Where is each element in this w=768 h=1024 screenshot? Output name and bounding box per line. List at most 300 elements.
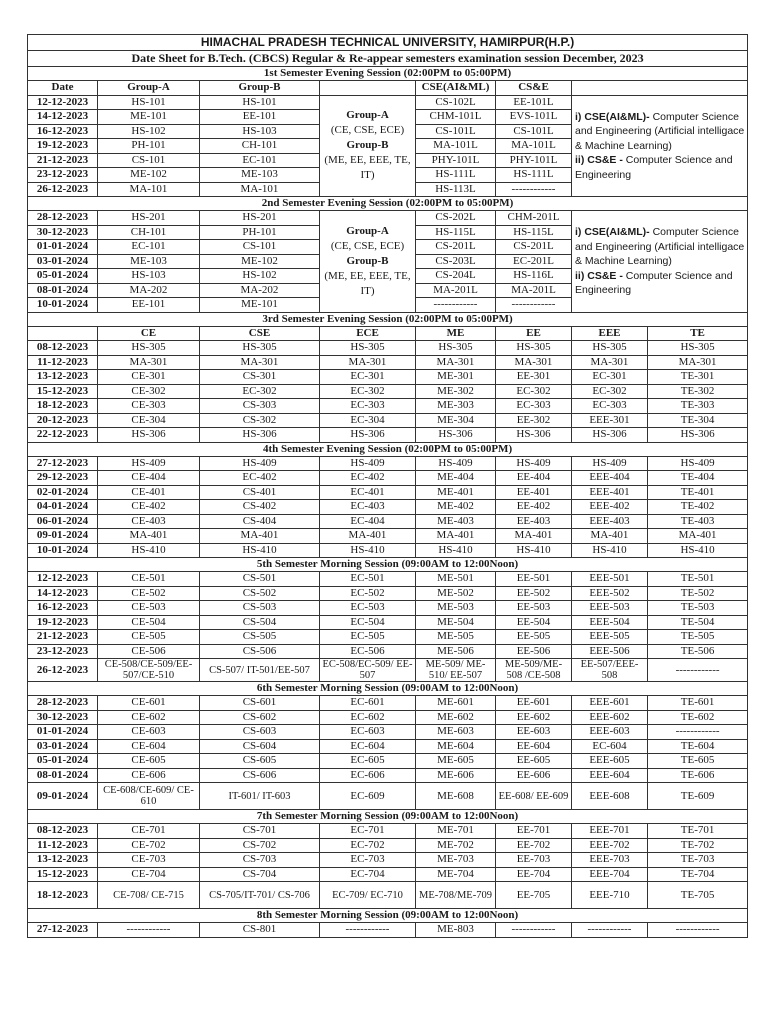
course-code: ME-509/ME-508 /CE-508 bbox=[496, 659, 572, 682]
table-row bbox=[28, 586, 748, 601]
course-code: EC-302 bbox=[496, 384, 572, 399]
course-code: CS-303 bbox=[200, 399, 320, 414]
table-row bbox=[28, 923, 748, 938]
exam-date: 13-12-2023 bbox=[28, 370, 98, 385]
course-code: HS-113L bbox=[416, 182, 496, 197]
course-code: TE-503 bbox=[648, 601, 748, 616]
table-row bbox=[28, 399, 748, 414]
table-row bbox=[28, 413, 748, 428]
col-header-branch: ME bbox=[416, 326, 496, 341]
exam-date: 03-01-2024 bbox=[28, 739, 98, 754]
exam-date: 08-12-2023 bbox=[28, 341, 98, 356]
col-header-group-b: Group-B bbox=[200, 81, 320, 96]
course-code: EC-404 bbox=[320, 514, 416, 529]
course-code: TE-506 bbox=[648, 644, 748, 659]
col-header-branch: CE bbox=[98, 326, 200, 341]
exam-date: 26-12-2023 bbox=[28, 182, 98, 197]
course-code: MA-202 bbox=[200, 283, 320, 298]
course-code: HS-111L bbox=[496, 168, 572, 183]
course-code: PH-101 bbox=[98, 139, 200, 154]
table-row bbox=[28, 211, 748, 226]
course-code: EE-605 bbox=[496, 754, 572, 769]
course-code: MA-401 bbox=[416, 529, 496, 544]
course-code: CS-504 bbox=[200, 615, 320, 630]
course-code: TE-403 bbox=[648, 514, 748, 529]
table-row bbox=[28, 370, 748, 385]
course-code: EE-507/EEE-508 bbox=[572, 659, 648, 682]
note-cse-aiml-label: i) CSE(AI&ML)- bbox=[575, 226, 650, 238]
course-code: TE-501 bbox=[648, 572, 748, 587]
group-b-title: Group-B bbox=[346, 139, 389, 152]
course-code: CE-503 bbox=[98, 601, 200, 616]
course-code: EE-101L bbox=[496, 95, 572, 110]
course-code: CE-603 bbox=[98, 725, 200, 740]
table-row bbox=[28, 696, 748, 711]
col-header-groups bbox=[320, 81, 416, 96]
course-code: MA-202 bbox=[98, 283, 200, 298]
course-code: CE-704 bbox=[98, 867, 200, 882]
table-row bbox=[28, 500, 748, 515]
course-code: EE-702 bbox=[496, 838, 572, 853]
course-code: PH-101 bbox=[200, 225, 320, 240]
exam-date: 05-01-2024 bbox=[28, 269, 98, 284]
course-code: ME-506 bbox=[416, 644, 496, 659]
course-code: CS-404 bbox=[200, 514, 320, 529]
course-code: ME-103 bbox=[98, 254, 200, 269]
course-code: EEE-601 bbox=[572, 696, 648, 711]
course-code: TE-304 bbox=[648, 413, 748, 428]
course-code: EC-101 bbox=[200, 153, 320, 168]
subtitle-row bbox=[28, 51, 748, 67]
course-code: HS-410 bbox=[496, 543, 572, 558]
course-code: CS-702 bbox=[200, 838, 320, 853]
group-legend bbox=[320, 211, 416, 313]
course-code: MA-401 bbox=[572, 529, 648, 544]
course-code: CE-501 bbox=[98, 572, 200, 587]
course-code: HS-409 bbox=[200, 456, 320, 471]
course-code: HS-410 bbox=[572, 543, 648, 558]
course-code: TE-602 bbox=[648, 710, 748, 725]
exam-date: 08-01-2024 bbox=[28, 768, 98, 783]
table-row bbox=[28, 838, 748, 853]
exam-date: 21-12-2023 bbox=[28, 630, 98, 645]
course-code: CS-601 bbox=[200, 696, 320, 711]
course-code: EE-703 bbox=[496, 853, 572, 868]
course-code: EEE-502 bbox=[572, 586, 648, 601]
course-code: HS-306 bbox=[648, 428, 748, 443]
course-code: EEE-703 bbox=[572, 853, 648, 868]
course-code: CS-101 bbox=[98, 153, 200, 168]
course-code: CS-605 bbox=[200, 754, 320, 769]
course-code: HS-115L bbox=[496, 225, 572, 240]
course-code: EC-604 bbox=[572, 739, 648, 754]
course-code: ME-101 bbox=[98, 110, 200, 125]
table-row bbox=[28, 768, 748, 783]
course-code: EE-601 bbox=[496, 696, 572, 711]
course-code: CE-708/ CE-715 bbox=[98, 882, 200, 909]
course-code: ME-603 bbox=[416, 725, 496, 740]
course-code: CE-601 bbox=[98, 696, 200, 711]
course-code: EEE-608 bbox=[572, 783, 648, 810]
table-row bbox=[28, 754, 748, 769]
course-code: TE-605 bbox=[648, 754, 748, 769]
course-code: EE-101 bbox=[200, 110, 320, 125]
title-row bbox=[28, 35, 748, 51]
course-code: CS-101 bbox=[200, 240, 320, 255]
exam-date: 14-12-2023 bbox=[28, 586, 98, 601]
course-code: CE-605 bbox=[98, 754, 200, 769]
course-code: MA-301 bbox=[416, 355, 496, 370]
course-code: TE-504 bbox=[648, 615, 748, 630]
table-row bbox=[28, 529, 748, 544]
table-row bbox=[28, 630, 748, 645]
table-row bbox=[28, 710, 748, 725]
date-sheet bbox=[27, 34, 747, 938]
col-header-branch: EE bbox=[496, 326, 572, 341]
course-code: HS-116L bbox=[496, 269, 572, 284]
course-code: EEE-402 bbox=[572, 500, 648, 515]
course-code: EE-505 bbox=[496, 630, 572, 645]
table-row bbox=[28, 341, 748, 356]
course-code: EEE-604 bbox=[572, 768, 648, 783]
session-title: 6th Semester Morning Session (09:00AM to 12:00Noon) bbox=[28, 682, 748, 696]
course-code: EC-508/EC-509/ EE-507 bbox=[320, 659, 416, 682]
course-code: HS-410 bbox=[200, 543, 320, 558]
note-cse-label: ii) CS&E - bbox=[575, 154, 623, 166]
sem1-header-row bbox=[28, 81, 748, 96]
exam-date: 08-12-2023 bbox=[28, 824, 98, 839]
session-title: 4th Semester Evening Session (02:00PM to 05:00PM) bbox=[28, 442, 748, 456]
course-code: EEE-710 bbox=[572, 882, 648, 909]
course-code: EC-501 bbox=[320, 572, 416, 587]
course-code: TE-502 bbox=[648, 586, 748, 601]
group-b-desc: (ME, EE, EEE, TE, IT) bbox=[324, 154, 411, 182]
exam-date: 08-01-2024 bbox=[28, 283, 98, 298]
course-code: CS-602 bbox=[200, 710, 320, 725]
session-title: 8th Semester Morning Session (09:00AM to 12:00Noon) bbox=[28, 909, 748, 923]
course-code: ME-502 bbox=[416, 586, 496, 601]
course-code: ME-704 bbox=[416, 867, 496, 882]
exam-date-table bbox=[27, 34, 748, 938]
course-code: CE-302 bbox=[98, 384, 200, 399]
exam-date: 21-12-2023 bbox=[28, 153, 98, 168]
course-code: ME-402 bbox=[416, 500, 496, 515]
exam-date: 12-12-2023 bbox=[28, 95, 98, 110]
exam-date: 10-01-2024 bbox=[28, 298, 98, 313]
course-code: TE-302 bbox=[648, 384, 748, 399]
session-header-row bbox=[28, 67, 748, 81]
course-code: ME-605 bbox=[416, 754, 496, 769]
course-code: HS-305 bbox=[648, 341, 748, 356]
exam-date: 15-12-2023 bbox=[28, 867, 98, 882]
table-row bbox=[28, 355, 748, 370]
course-code: CS-101L bbox=[496, 124, 572, 139]
course-code: EC-303 bbox=[496, 399, 572, 414]
course-code: HS-306 bbox=[572, 428, 648, 443]
exam-date: 16-12-2023 bbox=[28, 124, 98, 139]
branch-note bbox=[572, 95, 748, 197]
group-legend bbox=[320, 95, 416, 197]
course-code: EE-606 bbox=[496, 768, 572, 783]
session-header-row bbox=[28, 909, 748, 923]
course-code: EE-705 bbox=[496, 882, 572, 909]
course-code: CS-801 bbox=[200, 923, 320, 938]
course-code: TE-303 bbox=[648, 399, 748, 414]
course-code: HS-115L bbox=[416, 225, 496, 240]
course-code: MA-101 bbox=[200, 182, 320, 197]
course-code: EC-301 bbox=[572, 370, 648, 385]
course-code: HS-306 bbox=[496, 428, 572, 443]
course-code: ME-701 bbox=[416, 824, 496, 839]
course-code: CS-402 bbox=[200, 500, 320, 515]
course-code: EVS-101L bbox=[496, 110, 572, 125]
course-code: EE-504 bbox=[496, 615, 572, 630]
course-code: CS-505 bbox=[200, 630, 320, 645]
course-code: TE-601 bbox=[648, 696, 748, 711]
course-code: MA-401 bbox=[200, 529, 320, 544]
course-code: CHM-201L bbox=[496, 211, 572, 226]
exam-date: 01-01-2024 bbox=[28, 725, 98, 740]
course-code: PHY-101L bbox=[416, 153, 496, 168]
course-code: EEE-404 bbox=[572, 471, 648, 486]
course-code: EEE-401 bbox=[572, 485, 648, 500]
course-code: ------------ bbox=[496, 182, 572, 197]
course-code: CS-507/ IT-501/EE-507 bbox=[200, 659, 320, 682]
course-code: EC-605 bbox=[320, 754, 416, 769]
course-code: HS-305 bbox=[320, 341, 416, 356]
course-code: CS-705/IT-701/ CS-706 bbox=[200, 882, 320, 909]
table-row bbox=[28, 456, 748, 471]
course-code: ------------ bbox=[648, 725, 748, 740]
session-header-row bbox=[28, 558, 748, 572]
exam-date: 20-12-2023 bbox=[28, 413, 98, 428]
course-code: HS-409 bbox=[648, 456, 748, 471]
course-code: HS-101 bbox=[98, 95, 200, 110]
session-header-row bbox=[28, 682, 748, 696]
course-code: EC-609 bbox=[320, 783, 416, 810]
course-code: CE-608/CE-609/ CE-610 bbox=[98, 783, 200, 810]
course-code: HS-101 bbox=[200, 95, 320, 110]
course-code: EC-201L bbox=[496, 254, 572, 269]
course-code: HS-201 bbox=[98, 211, 200, 226]
course-code: CE-702 bbox=[98, 838, 200, 853]
course-code: CE-506 bbox=[98, 644, 200, 659]
table-row bbox=[28, 615, 748, 630]
course-code: MA-301 bbox=[572, 355, 648, 370]
exam-date: 28-12-2023 bbox=[28, 696, 98, 711]
course-code: EE-302 bbox=[496, 413, 572, 428]
course-code: EC-602 bbox=[320, 710, 416, 725]
col-header-branch: CSE bbox=[200, 326, 320, 341]
course-code: CS-302 bbox=[200, 413, 320, 428]
course-code: HS-306 bbox=[416, 428, 496, 443]
course-code: HS-409 bbox=[320, 456, 416, 471]
group-b-title: Group-B bbox=[346, 254, 389, 267]
course-code: ME-503 bbox=[416, 601, 496, 616]
course-code: EE-604 bbox=[496, 739, 572, 754]
exam-date: 01-01-2024 bbox=[28, 240, 98, 255]
course-code: CS-204L bbox=[416, 269, 496, 284]
course-code: HS-409 bbox=[496, 456, 572, 471]
col-header-date: Date bbox=[28, 81, 98, 96]
course-code: EC-403 bbox=[320, 500, 416, 515]
course-code: ME-303 bbox=[416, 399, 496, 414]
course-code: ------------ bbox=[648, 923, 748, 938]
course-code: ------------ bbox=[496, 923, 572, 938]
course-code: TE-404 bbox=[648, 471, 748, 486]
note-cse-aiml-text: Computer Science and Engineering (Artificial intelligace & Machine Learning) bbox=[575, 226, 745, 267]
course-code: ------------ bbox=[572, 923, 648, 938]
course-code: EE-101 bbox=[98, 298, 200, 313]
course-code: MA-301 bbox=[496, 355, 572, 370]
col-header-cse: CS&E bbox=[496, 81, 572, 96]
exam-date: 23-12-2023 bbox=[28, 644, 98, 659]
course-code: TE-609 bbox=[648, 783, 748, 810]
exam-date: 18-12-2023 bbox=[28, 882, 98, 909]
course-code: ME-102 bbox=[98, 168, 200, 183]
course-code: MA-401 bbox=[98, 529, 200, 544]
course-code: HS-305 bbox=[416, 341, 496, 356]
course-code: EC-704 bbox=[320, 867, 416, 882]
course-code: TE-604 bbox=[648, 739, 748, 754]
course-code: EC-603 bbox=[320, 725, 416, 740]
exam-date: 03-01-2024 bbox=[28, 254, 98, 269]
exam-date: 27-12-2023 bbox=[28, 456, 98, 471]
course-code: CS-202L bbox=[416, 211, 496, 226]
course-code: ME-708/ME-709 bbox=[416, 882, 496, 909]
course-code: CS-201L bbox=[416, 240, 496, 255]
course-code: CS-502 bbox=[200, 586, 320, 601]
course-code: EE-502 bbox=[496, 586, 572, 601]
course-code: MA-301 bbox=[200, 355, 320, 370]
table-row bbox=[28, 471, 748, 486]
course-code: EC-703 bbox=[320, 853, 416, 868]
note-cse-label: ii) CS&E - bbox=[575, 269, 623, 282]
course-code: HS-410 bbox=[648, 543, 748, 558]
exam-date: 11-12-2023 bbox=[28, 355, 98, 370]
course-code: HS-306 bbox=[200, 428, 320, 443]
course-code: ME-505 bbox=[416, 630, 496, 645]
course-code: TE-606 bbox=[648, 768, 748, 783]
course-code: CE-604 bbox=[98, 739, 200, 754]
table-row bbox=[28, 95, 748, 110]
exam-date: 06-01-2024 bbox=[28, 514, 98, 529]
course-code: TE-701 bbox=[648, 824, 748, 839]
course-code: EC-303 bbox=[320, 399, 416, 414]
course-code: TE-301 bbox=[648, 370, 748, 385]
course-code: EC-604 bbox=[320, 739, 416, 754]
course-code: EC-503 bbox=[320, 601, 416, 616]
course-code: EC-606 bbox=[320, 768, 416, 783]
course-code: EEE-505 bbox=[572, 630, 648, 645]
course-code: EE-301 bbox=[496, 370, 572, 385]
course-code: MA-301 bbox=[98, 355, 200, 370]
course-code: CE-502 bbox=[98, 586, 200, 601]
table-row bbox=[28, 882, 748, 909]
course-code: ------------ bbox=[648, 659, 748, 682]
exam-date: 16-12-2023 bbox=[28, 601, 98, 616]
group-b-desc: (ME, EE, EEE, TE, IT) bbox=[324, 269, 411, 297]
col-header-group-a: Group-A bbox=[98, 81, 200, 96]
col-header-cse-aiml: CSE(AI&ML) bbox=[416, 81, 496, 96]
course-code: EC-302 bbox=[572, 384, 648, 399]
course-code: ME-103 bbox=[200, 168, 320, 183]
course-code: TE-705 bbox=[648, 882, 748, 909]
course-code: CE-602 bbox=[98, 710, 200, 725]
course-code: EEE-301 bbox=[572, 413, 648, 428]
course-code: EE-403 bbox=[496, 514, 572, 529]
course-code: CS-606 bbox=[200, 768, 320, 783]
exam-date: 30-12-2023 bbox=[28, 225, 98, 240]
course-code: MA-101 bbox=[98, 182, 200, 197]
course-code: EEE-403 bbox=[572, 514, 648, 529]
course-code: EC-505 bbox=[320, 630, 416, 645]
exam-date: 12-12-2023 bbox=[28, 572, 98, 587]
note-cse-text: Computer Science and Engineering bbox=[575, 154, 733, 181]
course-code: HS-103 bbox=[200, 124, 320, 139]
course-code: ------------ bbox=[98, 923, 200, 938]
course-code: CS-703 bbox=[200, 853, 320, 868]
course-code: EC-304 bbox=[320, 413, 416, 428]
table-row bbox=[28, 659, 748, 682]
col-header-note bbox=[572, 81, 748, 96]
course-code: CE-402 bbox=[98, 500, 200, 515]
table-row bbox=[28, 824, 748, 839]
course-code: ME-404 bbox=[416, 471, 496, 486]
course-code: MA-301 bbox=[648, 355, 748, 370]
col-header-branch bbox=[28, 326, 98, 341]
course-code: EEE-503 bbox=[572, 601, 648, 616]
table-row bbox=[28, 543, 748, 558]
exam-date: 19-12-2023 bbox=[28, 139, 98, 154]
course-code: ME-501 bbox=[416, 572, 496, 587]
course-code: ------------ bbox=[496, 298, 572, 313]
course-code: EC-709/ EC-710 bbox=[320, 882, 416, 909]
session-title: 2nd Semester Evening Session (02:00PM to 05:00PM) bbox=[28, 197, 748, 211]
course-code: EC-101 bbox=[98, 240, 200, 255]
datesheet-subtitle: Date Sheet for B.Tech. (CBCS) Regular & Re-appear semesters examination session December, 2023 bbox=[28, 51, 748, 67]
course-code: MA-201L bbox=[496, 283, 572, 298]
course-code: HS-102 bbox=[98, 124, 200, 139]
course-code: CH-101 bbox=[98, 225, 200, 240]
course-code: TE-401 bbox=[648, 485, 748, 500]
course-code: MA-401 bbox=[496, 529, 572, 544]
course-code: EEE-504 bbox=[572, 615, 648, 630]
note-cse-aiml-text: Computer Science and Engineering (Artificial intelligace & Machine Learning) bbox=[575, 110, 745, 152]
university-title: HIMACHAL PRADESH TECHNICAL UNIVERSITY, HAMIRPUR(H.P.) bbox=[28, 35, 748, 51]
course-code: ME-509/ ME-510/ EE-507 bbox=[416, 659, 496, 682]
course-code: CHM-101L bbox=[416, 110, 496, 125]
course-code: CE-505 bbox=[98, 630, 200, 645]
course-code: MA-301 bbox=[320, 355, 416, 370]
course-code: EE-701 bbox=[496, 824, 572, 839]
course-code: CE-401 bbox=[98, 485, 200, 500]
table-row bbox=[28, 601, 748, 616]
exam-date: 30-12-2023 bbox=[28, 710, 98, 725]
course-code: ------------ bbox=[416, 298, 496, 313]
course-code: EE-603 bbox=[496, 725, 572, 740]
exam-date: 18-12-2023 bbox=[28, 399, 98, 414]
exam-date: 04-01-2024 bbox=[28, 500, 98, 515]
course-code: EC-701 bbox=[320, 824, 416, 839]
course-code: CS-704 bbox=[200, 867, 320, 882]
course-code: CE-701 bbox=[98, 824, 200, 839]
course-code: ME-401 bbox=[416, 485, 496, 500]
course-code: CS-701 bbox=[200, 824, 320, 839]
course-code: ME-803 bbox=[416, 923, 496, 938]
course-code: ME-703 bbox=[416, 853, 496, 868]
course-code: CE-504 bbox=[98, 615, 200, 630]
